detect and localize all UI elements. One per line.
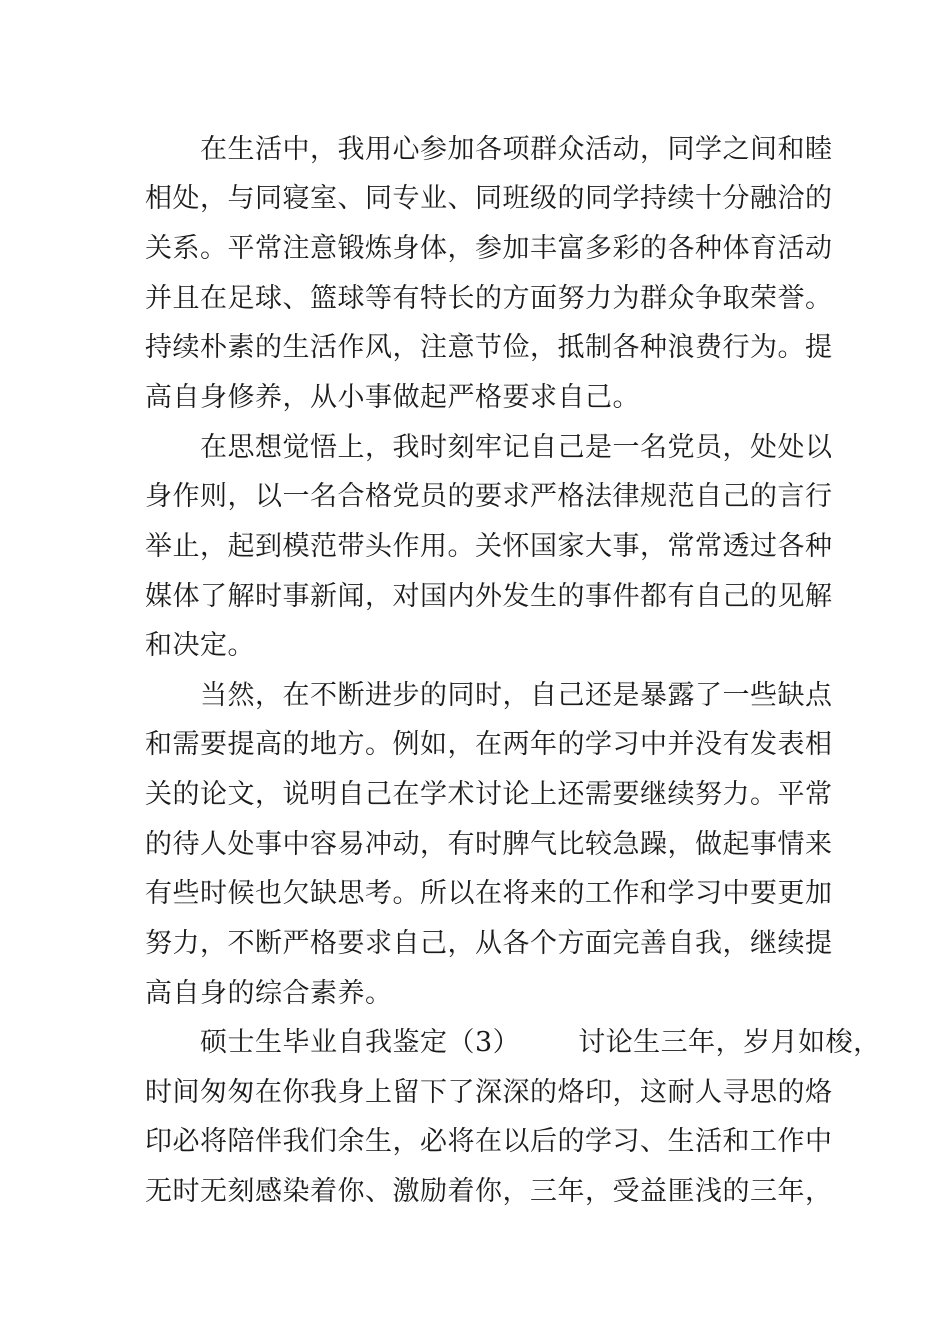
paragraph-1-line-2: 相处，与同寝室、同专业、同班级的同学持续十分融洽的 — [145, 183, 833, 214]
paragraph-1-line-5: 持续朴素的生活作风，注意节俭，抵制各种浪费行为。提 — [145, 332, 833, 363]
paragraph-1-line-6: 高自身修养，从小事做起严格要求自己。 — [145, 382, 640, 413]
paragraph-4-line-4: 无时无刻感染着你、激励着你，三年，受益匪浅的三年， — [145, 1176, 833, 1207]
paragraph-2-line-5: 和决定。 — [145, 630, 255, 661]
paragraph-2-line-1: 在思想觉悟上，我时刻牢记自己是一名党员，处处以 — [200, 432, 833, 463]
paragraph-2-line-3: 举止，起到模范带头作用。关怀国家大事，常常透过各种 — [145, 531, 833, 562]
paragraph-2-line-4: 媒体了解时事新闻，对国内外发生的事件都有自己的见解 — [145, 581, 833, 612]
paragraph-3-line-2: 和需要提高的地方。例如，在两年的学习中并没有发表相 — [145, 729, 833, 760]
paragraph-2-line-2: 身作则，以一名合格党员的要求严格法律规范自己的言行 — [145, 481, 833, 512]
paragraph-4-line-1 — [200, 1026, 881, 1060]
section-first-line-text: 讨论生三年，岁月如梭， — [578, 1027, 881, 1058]
paragraph-3-line-1: 当然，在不断进步的同时，自己还是暴露了一些缺点 — [200, 680, 833, 711]
paragraph-3-line-4: 的待人处事中容易冲动，有时脾气比较急躁，做起事情来 — [145, 829, 833, 860]
paragraph-1-line-3: 关系。平常注意锻炼身体，参加丰富多彩的各种体育活动 — [145, 233, 833, 264]
paragraph-1-line-4: 并且在足球、篮球等有特长的方面努力为群众争取荣誉。 — [145, 283, 833, 314]
paragraph-4-line-2: 时间匆匆在你我身上留下了深深的烙印，这耐人寻思的烙 — [145, 1077, 833, 1108]
paragraph-3-line-6: 努力，不断严格要求自己，从各个方面完善自我，继续提 — [145, 928, 833, 959]
section-heading: 硕士生毕业自我鉴定（3） — [200, 1027, 521, 1058]
paragraph-4-line-3: 印必将陪伴我们余生，必将在以后的学习、生活和工作中 — [145, 1126, 833, 1157]
paragraph-1-line-1: 在生活中，我用心参加各项群众活动，同学之间和睦 — [200, 134, 833, 165]
paragraph-3-line-7: 高自身的综合素养。 — [145, 978, 393, 1009]
paragraph-3-line-3: 关的论文，说明自己在学术讨论上还需要继续努力。平常 — [145, 779, 833, 810]
paragraph-3-line-5: 有些时候也欠缺思考。所以在将来的工作和学习中要更加 — [145, 878, 833, 909]
